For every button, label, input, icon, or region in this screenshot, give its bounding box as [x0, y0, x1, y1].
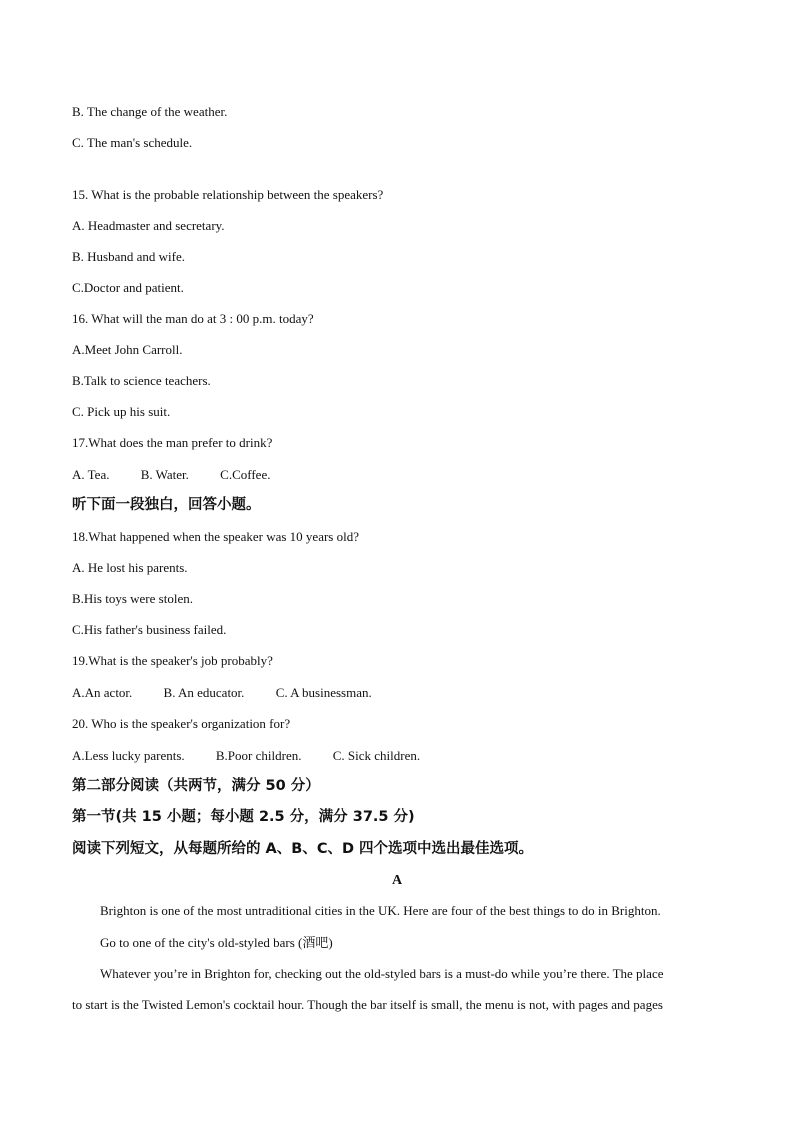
q14-option-c: C. The man's schedule.	[72, 135, 193, 150]
q17-question: 17.What does the man prefer to drink?	[72, 435, 273, 450]
passage-paragraph-1: Brighton is one of the most untraditional cities in the UK. Here are four of the best things to do in Brighton.	[100, 903, 661, 918]
q19-option-b: B. An educator.	[163, 685, 245, 700]
q20-option-c: C. Sick children.	[332, 748, 421, 763]
q16-question: 16. What will the man do at 3 : 00 p.m. today?	[72, 311, 314, 326]
passage-subheading: Go to one of the city's old-styled bars (酒吧)	[100, 935, 333, 950]
q20-option-b: B.Poor children.	[215, 748, 302, 763]
q18-option-a: A. He lost his parents.	[72, 560, 188, 575]
q15-option-c: C.Doctor and patient.	[72, 280, 184, 295]
q17-option-c: C.Coffee.	[220, 467, 271, 482]
q20-question: 20. Who is the speaker's organization for?	[72, 716, 291, 731]
part2-section1: 第一节(共 15 小题；每小题 2.5 分，满分 37.5 分)	[72, 809, 415, 825]
q19-option-c: C. A businessman.	[275, 685, 372, 700]
part2-heading: 第二部分阅读（共两节，满分 50 分）	[72, 778, 320, 794]
q14-option-b: B. The change of the weather.	[72, 104, 228, 119]
q19-options	[72, 685, 372, 701]
passage-paragraph-3-line-2: to start is the Twisted Lemon's cocktail hour. Though the bar itself is small, the menu is not, with pages and pages	[72, 997, 663, 1012]
q20-option-a: A.Less lucky parents.	[72, 748, 185, 763]
q17-option-a: A. Tea.	[72, 467, 110, 482]
q16-option-b: B.Talk to science teachers.	[72, 373, 211, 388]
q19-question: 19.What is the speaker's job probably?	[72, 653, 273, 668]
q15-option-a: A. Headmaster and secretary.	[72, 218, 225, 233]
q16-option-c: C. Pick up his suit.	[72, 404, 171, 419]
q18-option-c: C.His father's business failed.	[72, 622, 227, 637]
q17-options	[72, 467, 270, 483]
q18-option-b: B.His toys were stolen.	[72, 591, 193, 606]
q15-option-b: B. Husband and wife.	[72, 249, 186, 264]
part2-instruction: 阅读下列短文，从每题所给的 A、B、C、D 四个选项中选出最佳选项。	[72, 841, 534, 857]
q17-option-b: B. Water.	[140, 467, 189, 482]
q15-question: 15. What is the probable relationship between the speakers?	[72, 187, 384, 202]
q18-question: 18.What happened when the speaker was 10 years old?	[72, 529, 359, 544]
q20-options	[72, 748, 420, 764]
monologue-instruction: 听下面一段独白，回答小题。	[72, 497, 261, 513]
passage-paragraph-3-line-1: Whatever you’re in Brighton for, checking out the old-styled bars is a must-do while you’re there. The place	[100, 966, 664, 981]
q16-option-a: A.Meet John Carroll.	[72, 342, 183, 357]
q19-option-a: A.An actor.	[72, 685, 133, 700]
passage-label: A	[391, 873, 403, 888]
